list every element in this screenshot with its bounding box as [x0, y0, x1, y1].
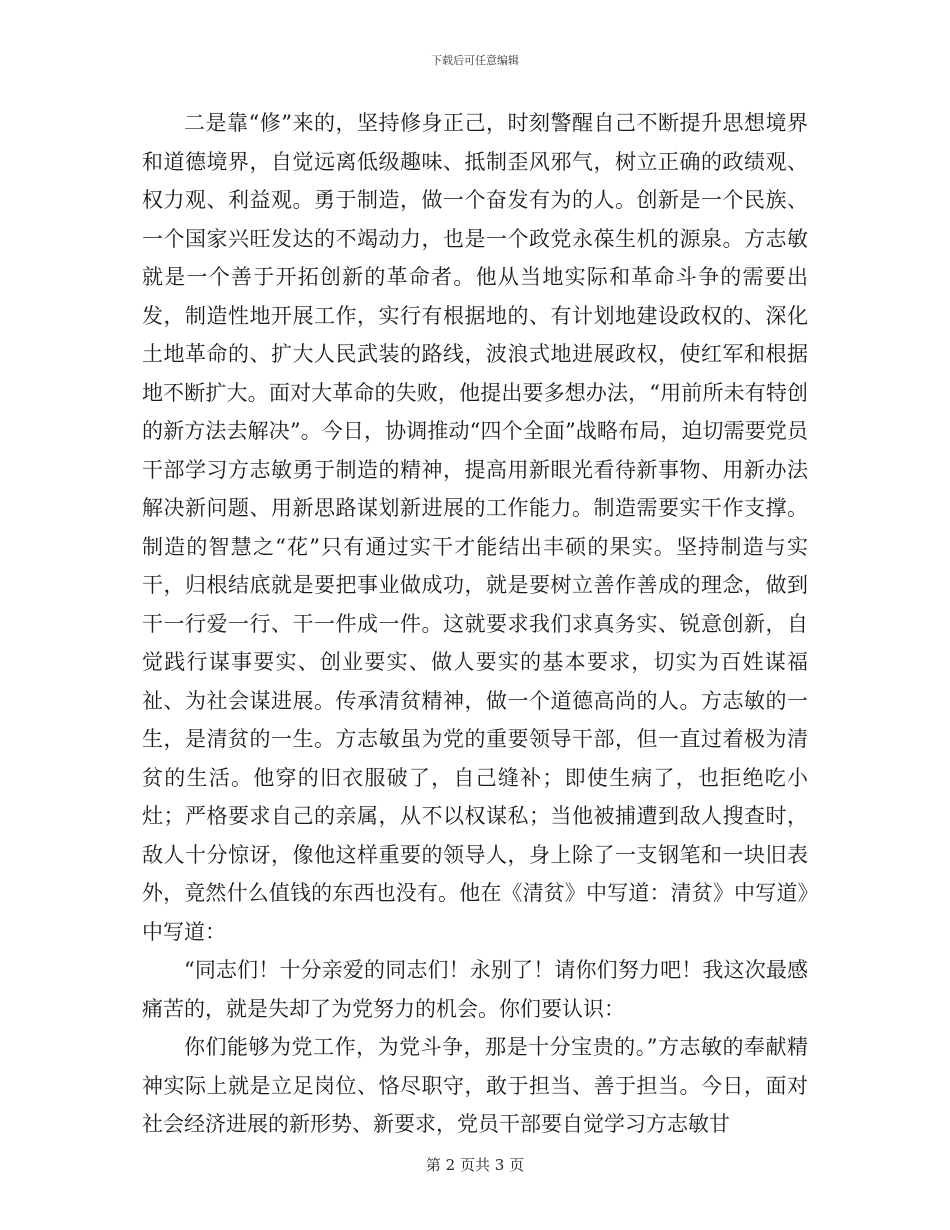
- paragraph-1: 二是靠“修”来的，坚持修身正己，时刻警醒自己不断提升思想境界和道德境界，自觉远离低级趣味、抵制歪风邪气，树立正确的政绩观、权力观、利益观。勇于制造，做一个奋发有为的人。创新是一个民族、一个国家兴旺发达的不竭动力，也是一个政党永葆生机的源泉。方志敏就是一个善于开拓创新的革命者。他从当地实际和革命斗争的需要出发，制造性地开展工作，实行有根据地的、有计划地建设政权的、深化土地革命的、扩大人民武装的路线，波浪式地进展政权，使红军和根据地不断扩大。面对大革命的失败，他提出要多想办法，“用前所未有特创的新方法去解决”。今日，协调推动“四个全面”战略布局，迫切需要党员干部学习方志敏勇于制造的精神，提高用新眼光看待新事物、用新办法解决新问题、用新思路谋划新进展的工作能力。制造需要实干作支撑。制造的智慧之“花”只有通过实干才能结出丰硕的果实。坚持制造与实干，归根结底就是要把事业做成功，就是要树立善作善成的理念，做到干一行爱一行、干一件成一件。这就要求我们求真务实、锐意创新，自觉践行谋事要实、创业要实、做人要实的基本要求，切实为百姓谋福祉、为社会谋进展。传承清贫精神，做一个道德高尚的人。方志敏的一生，是清贫的一生。方志敏虽为党的重要领导干部，但一直过着极为清贫的生活。他穿的旧衣服破了，自己缝补；即使生病了，也拒绝吃小灶；严格要求自己的亲属，从不以权谋私；当他被捕遭到敌人搜查时，敌人十分惊讶，像他这样重要的领导人，身上除了一支钢笔和一块旧表外，竟然什么值钱的东西也没有。他在《清贫》中写道：清贫》中写道》中写道：: [142, 111, 808, 944]
- paragraph-2: “同志们！十分亲爱的同志们！永别了！请你们努力吧！我这次最感痛苦的，就是失却了为党努力的机会。你们要认识：: [142, 958, 808, 1021]
- page-number: 第 2 页共 3 页: [425, 1156, 525, 1174]
- page-header-note: 下载后可任意编辑: [431, 54, 519, 67]
- paragraph-3: 你们能够为党工作，为党斗争，那是十分宝贵的。”方志敏的奉献精神实际上就是立足岗位、恪尽职守，敢于担当、善于担当。今日，面对社会经济进展的新形势、新要求，党员干部要自觉学习方志敏甘: [142, 1035, 808, 1136]
- document-body: [142, 104, 808, 1144]
